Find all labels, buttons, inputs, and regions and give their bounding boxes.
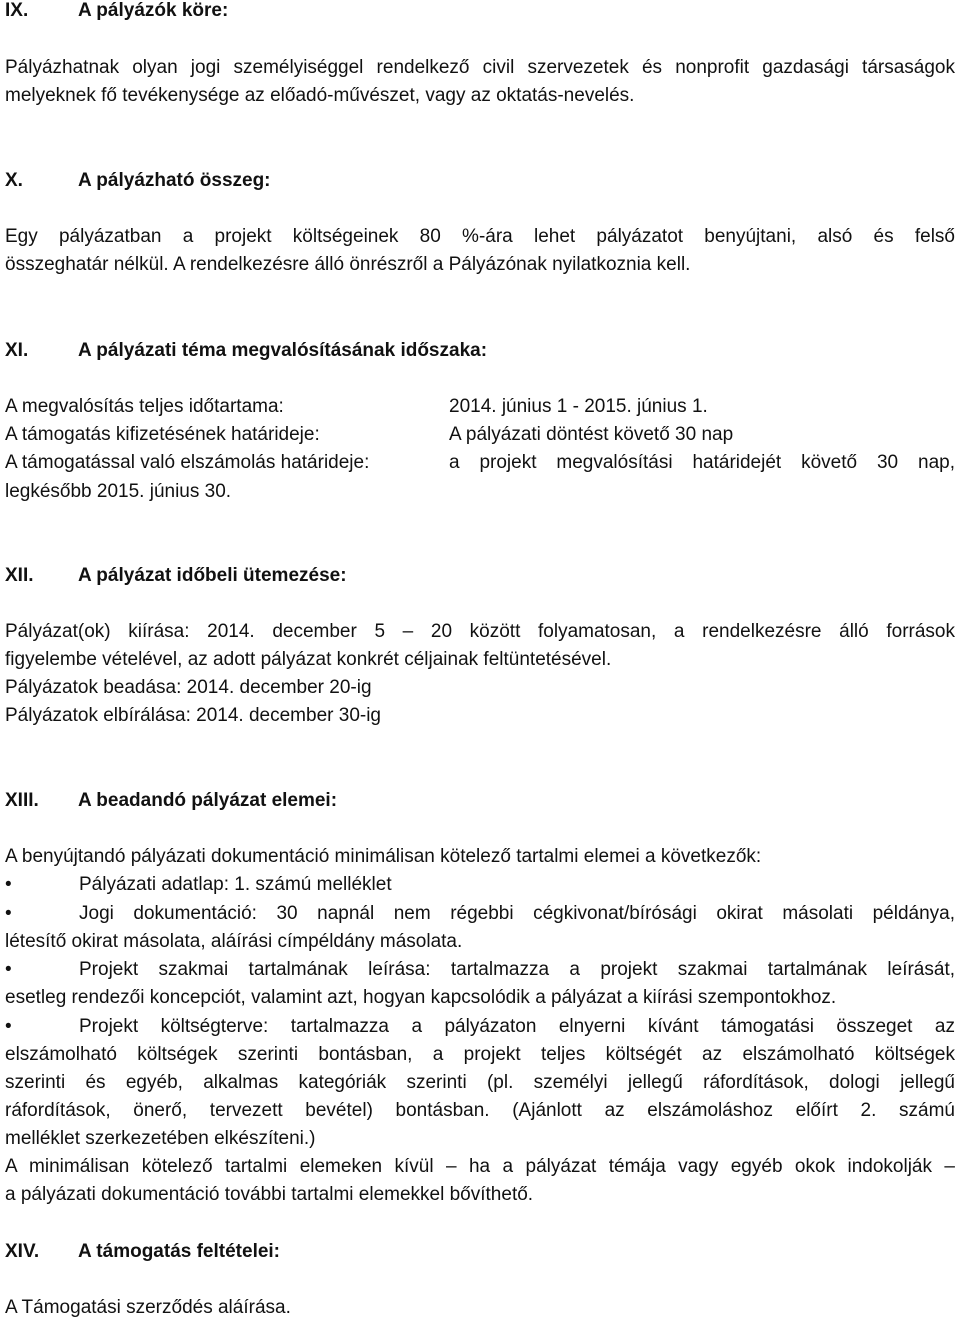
list-item: • Pályázati adatlap: 1. számú melléklet	[5, 874, 392, 895]
section-title: A pályázók köre:	[78, 0, 229, 21]
paragraph-line: legkésőbb 2015. június 30.	[5, 481, 232, 502]
section-title: A pályázat időbeli ütemezése:	[78, 565, 347, 586]
paragraph-line: Pályázhatnak olyan jogi személyiséggel rendelkező civil szervezetek és nonprofit gazdasági társaságok	[5, 57, 955, 78]
bullet-icon: •	[5, 903, 12, 924]
schedule-row-label: A támogatással való elszámolás határideje:	[5, 452, 370, 473]
section-heading-ix	[5, 0, 228, 22]
section-title: A pályázati téma megvalósításának időszaka:	[78, 340, 488, 361]
section-title: A támogatás feltételei:	[78, 1241, 281, 1262]
paragraph-line: szerinti és egyéb, alkalmas kategóriák szerinti (pl. személyi jellegű ráfordítások, dologi jellegű	[5, 1072, 955, 1093]
section-heading-xi	[5, 340, 487, 362]
section-number: XI.	[5, 340, 29, 361]
paragraph-line: Pályázatok beadása: 2014. december 20-ig	[5, 677, 372, 698]
section-number: IX.	[5, 0, 29, 21]
paragraph-line: melyeknek fő tevékenysége az előadó-művészet, vagy az oktatás-nevelés.	[5, 85, 635, 106]
paragraph-line: elszámolható költségek szerinti bontásban, a projekt teljes költségét az elszámolható költségek	[5, 1044, 955, 1065]
schedule-row-value: a projekt megvalósítási határidejét követő 30 nap,	[449, 452, 955, 473]
section-number: X.	[5, 170, 23, 191]
paragraph-line: A minimálisan kötelező tartalmi elemeken kívül – ha a pályázat témája vagy egyéb okok indokolják –	[5, 1156, 955, 1177]
section-title: A pályázható összeg:	[78, 170, 271, 191]
section-heading-xii	[5, 565, 347, 587]
bullet-icon: •	[5, 1016, 12, 1037]
paragraph-line: figyelembe vételével, az adott pályázat konkrét céljainak feltüntetésével.	[5, 649, 612, 670]
paragraph-line: Pályázatok elbírálása: 2014. december 30-ig	[5, 705, 382, 726]
paragraph-line: Pályázat(ok) kiírása: 2014. december 5 – 20 között folyamatosan, a rendelkezésre álló források	[5, 621, 955, 642]
paragraph-line: esetleg rendezői koncepciót, valamint azt, hogyan kapcsolódik a pályázat a kiírási szempontokhoz.	[5, 987, 837, 1008]
paragraph-line: A Támogatási szerződés aláírása.	[5, 1297, 291, 1318]
section-heading-xiv	[5, 1241, 280, 1263]
paragraph-line: a pályázati dokumentáció további tartalmi elemekkel bővíthető.	[5, 1184, 534, 1205]
schedule-row-value: 2014. június 1 - 2015. június 1.	[449, 396, 708, 417]
section-heading-x	[5, 170, 271, 192]
section-heading-xiii	[5, 790, 337, 812]
bullet-icon: •	[5, 959, 12, 980]
list-item: • Projekt költségterve: tartalmazza a pályázaton elnyerni kívánt támogatási összeget az	[5, 1016, 955, 1037]
paragraph-line: összeghatár nélkül. A rendelkezésre álló önrészről a Pályázónak nyilatkoznia kell.	[5, 254, 691, 275]
schedule-row-label: A megvalósítás teljes időtartama:	[5, 396, 284, 417]
section-number: XII.	[5, 565, 34, 586]
bullet-icon: •	[5, 874, 12, 895]
paragraph-line: melléklet szerkezetében elkészíteni.)	[5, 1128, 316, 1149]
paragraph-line: A benyújtandó pályázati dokumentáció minimálisan kötelező tartalmi elemei a következők:	[5, 846, 762, 867]
paragraph-line: Egy pályázatban a projekt költségeinek 80 %-ára lehet pályázatot benyújtani, alsó és felső	[5, 226, 955, 247]
paragraph-line: létesítő okirat másolata, aláírási címpéldány másolata.	[5, 931, 463, 952]
list-item: • Jogi dokumentáció: 30 napnál nem régebbi cégkivonat/bírósági okirat másolati példánya,	[5, 903, 955, 924]
schedule-row-label: A támogatás kifizetésének határideje:	[5, 424, 320, 445]
paragraph-line: ráfordítások, önerő, tervezett bevétel) bontásban. (Ajánlott az elszámoláshoz előírt 2. számú	[5, 1100, 955, 1121]
schedule-row-value: A pályázati döntést követő 30 nap	[449, 424, 734, 445]
section-number: XIII.	[5, 790, 39, 811]
list-item: • Projekt szakmai tartalmának leírása: tartalmazza a projekt szakmai tartalmának leírását,	[5, 959, 955, 980]
section-title: A beadandó pályázat elemei:	[78, 790, 338, 811]
section-number: XIV.	[5, 1241, 40, 1262]
